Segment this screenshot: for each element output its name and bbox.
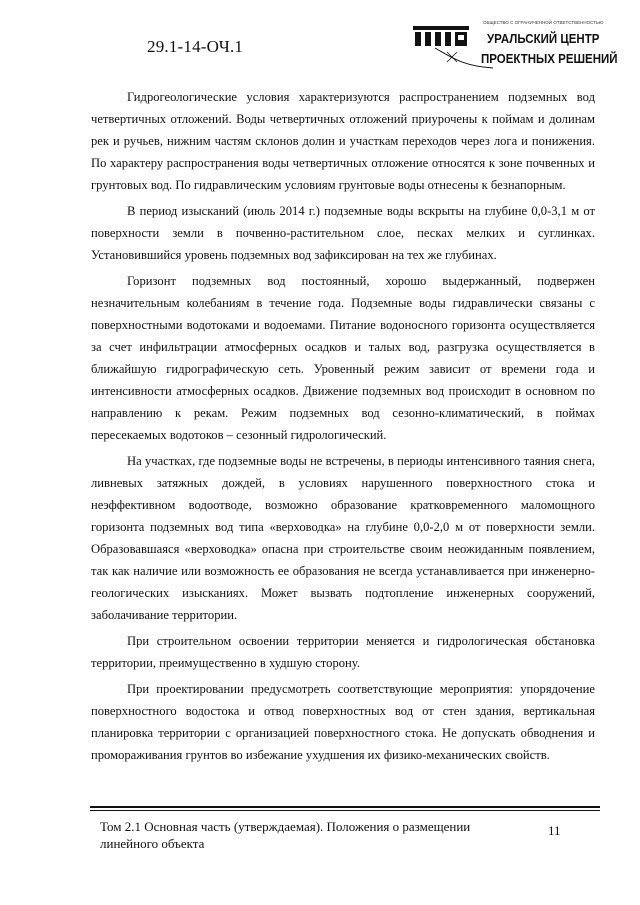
paragraph: Гидрогеологические условия характеризуются распространением подземных вод четвертичных отложений. Воды четвертичных отложений приурочены к поймам и долинам рек и ручьев, нижним частям склонов долин и участкам переходов через лога и понижения. По характеру распространения воды четвертичных отложение относятся к зоне почвенных и грунтовых вод. По гидравлическим условиям грунтовые воды отнесены к безнапорным. [91, 90, 595, 192]
company-logo [413, 20, 618, 72]
paragraph: Горизонт подземных вод постоянный, хорошо выдержанный, подвержен незначительным колебаниям в течение года. Подземные воды гидравлически связаны с поверхностными водотоками и водоемами. Питание водоносного горизонта осуществляется за счет инфильтрации атмосферных осадков и талых вод, разгрузка осуществляется в ближайшую гидрографическую сеть. Уровенный режим зависит от времени года и интенсивности атмосферных осадков. Движение подземных вод происходит в основном по направлению к рекам. Режим подземных вод сезонно-климатический, в поймах пересекаемых водотоков – сезонный гидрологический. [91, 274, 595, 442]
logo-line-1: УРАЛЬСКИЙ ЦЕНТР [487, 32, 600, 46]
footer-divider-thin [90, 810, 600, 811]
paragraph: При проектировании предусмотреть соответствующие мероприятия: упорядочение поверхностного водостока и отвод поверхностных вод от стен здания, вертикальная планировка территории с организацией поверхностного стока. Не допускать обводнения и промораживания грунтов во избежание ухудшения их физико-механических свойств. [91, 682, 595, 762]
footer-divider [90, 806, 600, 808]
paragraph: При строительном освоении территории меняется и гидрологическая обстановка территории, преимущественно в худшую сторону. [91, 634, 595, 670]
page-number: 11 [548, 823, 561, 838]
logo-mark-icon [413, 26, 469, 48]
logo-line-2: ПРОЕКТНЫХ РЕШЕНИЙ [481, 52, 618, 66]
paragraph: На участках, где подземные воды не встречены, в периоды интенсивного таяния снега, ливневых затяжных дождей, в условиях нарушенного поверхностного стока и неэффективном водоотводе, возможно образование кратковременного маломощного горизонта подземных вод типа «верховодка» на глубине 0,0-2,0 м от поверхности земли. Образовавшаяся «верховодка» опасна при строительстве своим неожиданным появлением, так как наличие или возможность ее образования не всегда устанавливается при инженерно-геологических изысканиях. Может вызвать подтопление инженерных сооружений, заболачивание территории. [91, 454, 595, 622]
logo-small-caption: ОБЩЕСТВО С ОГРАНИЧЕННОЙ ОТВЕТСТВЕННОСТЬЮ [483, 20, 604, 25]
paragraph: В период изысканий (июль 2014 г.) подземные воды вскрыты на глубине 0,0-3,1 м от поверхности земли в почвенно-растительном слое, песках мелких и суглинках. Установившийся уровень подземных вод зафиксирован на тех же глубинах. [91, 204, 595, 262]
logo-swoosh-icon [433, 46, 593, 70]
footer-volume-title: Том 2.1 Основная часть (утверждаемая). Положения о размещении линейного объекта [100, 819, 471, 851]
main-text [91, 86, 595, 770]
document-code: 29.1-14-ОЧ.1 [147, 37, 244, 56]
